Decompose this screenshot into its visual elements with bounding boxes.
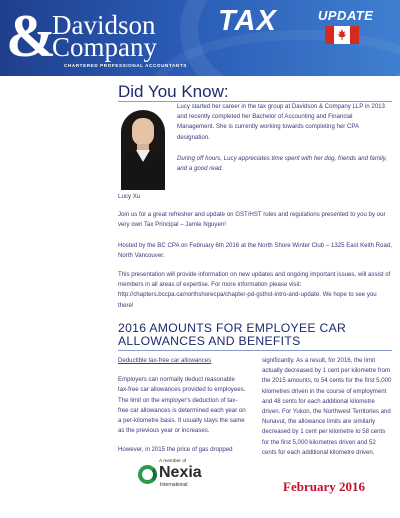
nexia-ring-icon: [138, 465, 157, 484]
article-column-right: [262, 356, 392, 467]
staff-bio: Lucy started her career in the tax group at Davidson & Company LLP in 2013 and recently completed her Bachelor of Accounting and Financial Management. She is currently working towards completing her CPA designation.: [177, 103, 385, 141]
event-info-link[interactable]: http://chapters.bccpa.ca/northshorecpa/chapter-pd-gsthst-intro-and-update: [118, 291, 320, 299]
newsletter-header: [0, 0, 400, 76]
article-paragraph: significantly. As a result, for 2016, the limit actually decreased by 1 cent per kilometre from the 2015 amounts, to 54 cents for the first 5,000 kilometres driven in the course of employment and 48 cents for each additional kilometre driven. For Yukon, the Northwest Territories and Nunavut, the allowance limits are similarly decreased by 1 cent per kilometre to 58 cents for the first 5,000 kilometres driven and 52 cents for each additional kilometre driven.: [262, 357, 392, 456]
logo-name-company: Company: [52, 32, 157, 62]
article-column-left: [118, 356, 246, 465]
davidson-company-logo: [6, 3, 196, 70]
canada-flag-icon: [325, 26, 359, 44]
nexia-international: International: [160, 482, 188, 488]
staff-photo: [115, 104, 171, 190]
nexia-member-text: A member of: [159, 459, 187, 464]
logo-tagline: CHARTERED PROFESSIONAL ACCOUNTANTS: [64, 63, 187, 68]
article-paragraph: Employers can normally deduct reasonable tax-free car allowances provided to employees. The limit on the employer's deduction of tax-free car allowances is determined each year on a per-kilometre basis. It usually stays the same as the previous year or increases.: [118, 376, 246, 435]
article-paragraph: However, in 2015 the price of gas dropped: [118, 446, 233, 454]
newsletter-title: TAX: [218, 5, 277, 37]
event-location-paragraph: Hosted by the BC CPA on February 6th 2016 at the North Shore Winter Club – 1325 East Keith Road, North Vancouver.: [118, 242, 392, 260]
section-divider: [118, 350, 392, 351]
article-subheading: Deductible tax-free car allowances: [118, 357, 212, 364]
event-intro-paragraph: Join us for a great refresher and update on GST/HST rules and regulations presented to you by our very own Tax Principal – Jamie Nguyen!: [118, 211, 386, 229]
nexia-logo: [138, 459, 218, 499]
staff-bio-personal: During off hours, Lucy appreciates time spent with her dog, friends and family, and a good read.: [177, 155, 387, 173]
photo-caption: Lucy Xu: [118, 193, 141, 200]
event-info-paragraph: [118, 270, 393, 311]
newsletter-subtitle: UPDATE: [318, 8, 374, 23]
event-info-closing: . We hope to see you there!: [118, 291, 377, 309]
event-info-text: This presentation will provide information on new updates and ongoing important issues, will assist of members in all areas of expertise. For more information please visit:: [118, 271, 391, 289]
nexia-name: Nexia: [159, 464, 202, 481]
did-you-know-heading: Did You Know:: [118, 82, 229, 101]
issue-date: February 2016: [283, 479, 365, 494]
logo-ampersand: &: [6, 3, 56, 69]
section-title: 2016 AMOUNTS FOR EMPLOYEE CAR ALLOWANCES AND BENEFITS: [118, 321, 347, 349]
logo-name-davidson: Davidson: [52, 10, 156, 40]
